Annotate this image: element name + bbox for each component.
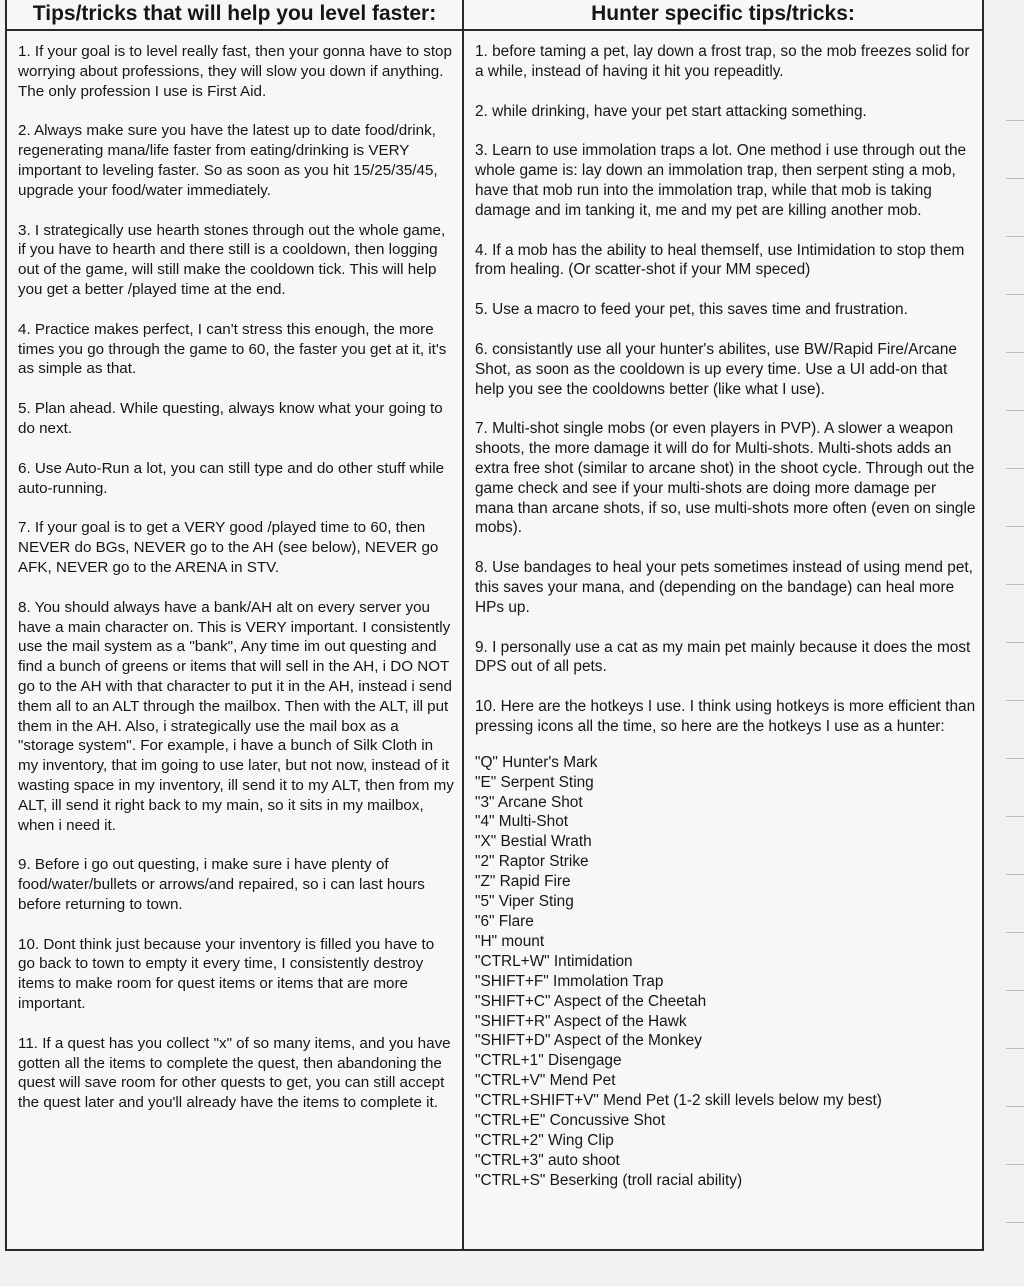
hotkey-item: "5" Viper Sting [475, 893, 574, 911]
leveling-tip: 3. I strategically use hearth stones through out the whole game, if you have to hearth and there still is a cooldown, then logging out of the game, will still make the cooldown tick. This will help you get a better /played time at the end. [18, 221, 446, 298]
leveling-tip: 10. Dont think just because your inventory is filled you have to go back to town to empty it every time, I consistently destroy items to make room for quest items or items that are more important. [18, 935, 435, 1013]
hunter-tip: 1. before taming a pet, lay down a frost trap, so the mob freezes solid for a while, instead of having it hit you repeaditly. [475, 43, 970, 80]
margin-bleed-lines [994, 0, 1024, 1286]
tips-sheet [5, 0, 984, 1251]
hunter-tip: 10. Here are the hotkeys I use. I think using hotkeys is more efficient than pressing icons all the time, so here are the hotkeys I use as a hunter: [475, 698, 976, 735]
hotkey-item: "E" Serpent Sting [475, 773, 594, 791]
hotkey-item: "Z" Rapid Fire [475, 873, 571, 891]
hunter-tip: 5. Use a macro to feed your pet, this saves time and frustration. [475, 301, 908, 319]
hunter-tip: 2. while drinking, have your pet start attacking something. [475, 102, 867, 120]
hotkey-item: "2" Raptor Strike [475, 853, 589, 871]
leveling-tips-column [7, 0, 464, 1249]
leveling-tip: 4. Practice makes perfect, I can't stress this enough, the more times you go through the game to 60, the faster you get at it, it's as simple as that. [18, 320, 447, 378]
leveling-tip: 8. You should always have a bank/AH alt on every server you have a main character on. This is VERY important. I consistently use the mail system as a "bank", Any time im out questing and find a bunch of greens or items that will sell in the AH, i DO NOT go to the AH with that character to put it in the AH, instead i send them all to an ALT through the mailbox. Then with the ALT, ill put them in the AH. Also, i strategically use the mail box as a "storage system". For example, i have a bunch of Silk Cloth in my inventory, that im going to use later, but not now, instead of it wasting space in my inventory, ill send it to my ALT, then from my ALT, ill send it right back to my main, so it sits in my mailbox, when i need it. [18, 598, 454, 834]
leveling-tip: 2. Always make sure you have the latest up to date food/drink, regenerating mana/life faster from eating/drinking is VERY important to leveling faster. So as soon as you hit 15/25/35/45, upgrade your food/water immediately. [18, 122, 438, 199]
hunter-tip: 9. I personally use a cat as my main pet mainly because it does the most DPS out of all pets. [475, 638, 971, 676]
hunter-tips-column [464, 0, 982, 1249]
leveling-tip: 1. If your goal is to level really fast, then your gonna have to stop worrying about professions, they will slow you down if anything. The only profession I use is First Aid. [18, 43, 452, 100]
leveling-tips-heading: Tips/tricks that will help you level faster: [7, 0, 462, 31]
hotkey-item: "SHIFT+F" Immolation Trap [475, 972, 664, 990]
hotkey-item: "CTRL+3" auto shoot [475, 1151, 620, 1169]
leveling-tip: 5. Plan ahead. While questing, always know what your going to do next. [18, 400, 443, 437]
hotkey-item: "3" Arcane Shot [475, 793, 583, 811]
hunter-tips-heading: Hunter specific tips/tricks: [464, 0, 982, 31]
hotkey-item: "6" Flare [475, 912, 534, 930]
hunter-tip: 7. Multi-shot single mobs (or even players in PVP). A slower a weapon shoots, the more damage it will do for Multi-shots. Multi-shots adds an extra free shot (similar to arcane shot) in the shoot cycle. Through out the game check and see if your multi-shots are doing more damage per mana than arcane shots, if so, use multi-shots more often (even on single mobs). [475, 420, 976, 537]
hotkey-item: "X" Bestial Wrath [475, 833, 592, 851]
hunter-tips-list [464, 31, 982, 1191]
hotkey-item: "CTRL+V" Mend Pet [475, 1072, 616, 1090]
hotkey-item: "CTRL+1" Disengage [475, 1052, 622, 1070]
leveling-tips-list [7, 31, 462, 1113]
hunter-tip: 8. Use bandages to heal your pets sometimes instead of using mend pet, this saves your mana, and (depending on the bandage) can heal more HPs up. [475, 559, 973, 616]
hotkey-item: "SHIFT+C" Aspect of the Cheetah [475, 992, 707, 1010]
hotkey-item: "SHIFT+D" Aspect of the Monkey [475, 1032, 702, 1050]
hotkey-item: "Q" Hunter's Mark [475, 753, 598, 771]
leveling-tip: 11. If a quest has you collect "x" of so many items, and you have gotten all the items to complete the quest, then abandoning the quest will save room for other quests to get, you can still accept the quest later and you'll already have the items to complete it. [18, 1034, 451, 1112]
leveling-tip: 7. If your goal is to get a VERY good /played time to 60, then NEVER do BGs, NEVER go to the AH (see below), NEVER go AFK, NEVER go to the ARENA in STV. [18, 519, 439, 576]
hotkey-item: "CTRL+W" Intimidation [475, 952, 633, 970]
hotkey-list [475, 753, 976, 1191]
hotkey-item: "CTRL+SHIFT+V" Mend Pet (1-2 skill levels below my best) [475, 1092, 882, 1110]
hunter-tip: 3. Learn to use immolation traps a lot. One method i use through out the whole game is: lay down an immolation trap, then serpent sting a mob, have that mob run into the immolation trap, while that mob is taking damage and im tanking it, me and my pet are killing another mob. [475, 142, 967, 219]
hotkey-item: "4" Multi-Shot [475, 813, 569, 831]
leveling-tip: 6. Use Auto-Run a lot, you can still type and do other stuff while auto-running. [18, 459, 445, 497]
hotkey-item: "CTRL+2" Wing Clip [475, 1131, 614, 1149]
hotkey-item: "SHIFT+R" Aspect of the Hawk [475, 1012, 687, 1030]
hotkey-item: "CTRL+S" Beserking (troll racial ability) [475, 1171, 743, 1189]
hotkey-item: "H" mount [475, 932, 545, 950]
hotkey-item: "CTRL+E" Concussive Shot [475, 1112, 666, 1130]
hunter-tip: 6. consistantly use all your hunter's abilites, use BW/Rapid Fire/Arcane Shot, as soon as the cooldown is up every time. Use a UI add-on that help you see the cooldowns better (like what I use). [475, 340, 957, 398]
hunter-tip: 4. If a mob has the ability to heal themself, use Intimidation to stop them from healing. (Or scatter-shot if your MM speced) [475, 241, 965, 279]
leveling-tip: 9. Before i go out questing, i make sure i have plenty of food/water/bullets or arrows/and repaired, so i can last hours before returning to town. [18, 856, 425, 913]
